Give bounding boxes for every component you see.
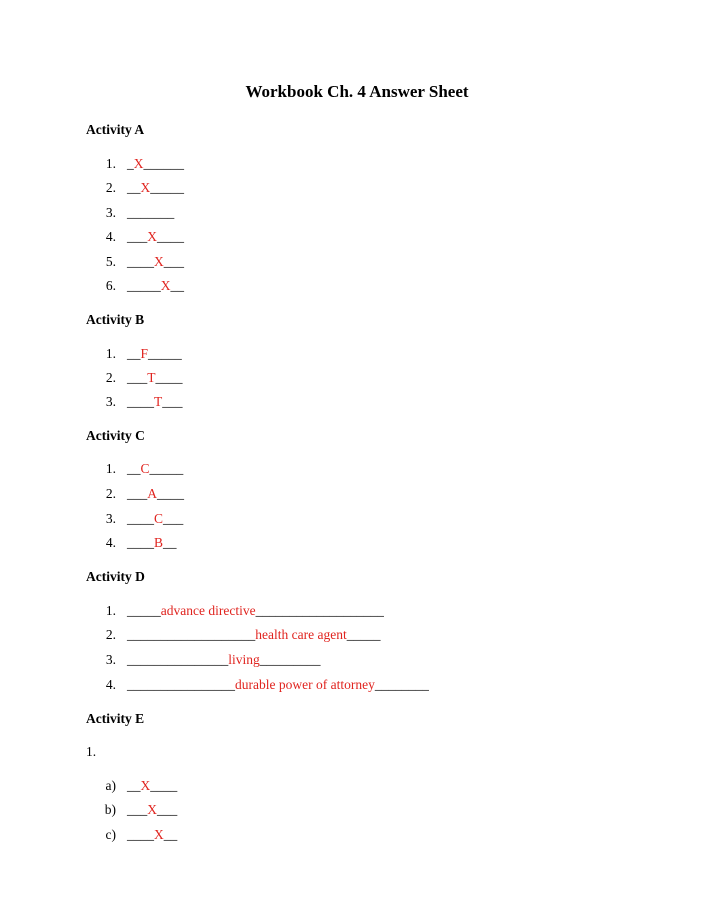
activity-e-heading: Activity E xyxy=(86,711,145,726)
answer-line: ___A____ xyxy=(127,486,184,501)
activity-a-heading: Activity A xyxy=(86,122,145,137)
item-number: 2. xyxy=(105,627,116,642)
answer-text: X xyxy=(147,229,157,244)
answer-text: X xyxy=(140,180,151,195)
item-number: 2. xyxy=(105,180,116,195)
answer-text: F xyxy=(140,346,149,361)
answer-line: ____B__ xyxy=(127,535,177,550)
item-number: 3. xyxy=(105,652,116,667)
answer-line: ____X__ xyxy=(127,827,178,842)
item-number: 6. xyxy=(105,278,116,293)
item-number: 5. xyxy=(105,254,116,269)
answer-line: ___________________health care agent_____ xyxy=(127,627,381,642)
item-number: 1. xyxy=(105,461,116,476)
answer-text: X xyxy=(154,827,164,842)
answer-text: B xyxy=(154,535,164,550)
answer-line: __X____ xyxy=(127,778,178,793)
answer-text: living xyxy=(228,652,260,667)
answer-text: T xyxy=(147,370,156,385)
item-number: 3. xyxy=(105,394,116,409)
answer-line: _____advance directive___________________ xyxy=(127,603,384,618)
answer-text: T xyxy=(154,394,163,409)
answer-line: ___T____ xyxy=(127,370,183,385)
answer-line: ____C___ xyxy=(127,511,184,526)
item-number: 3. xyxy=(105,511,116,526)
item-number: 1. xyxy=(105,603,116,618)
answer-line: _______________living_________ xyxy=(127,652,321,667)
answer-line: ________________durable power of attorney________ xyxy=(127,677,429,692)
answer-text: durable power of attorney xyxy=(235,677,375,692)
item-number: 4. xyxy=(105,229,116,244)
item-number: a) xyxy=(105,778,116,793)
item-number: 3. xyxy=(105,205,116,220)
answer-text: X xyxy=(133,156,144,171)
answer-text: X xyxy=(147,802,157,817)
item-number: 2. xyxy=(105,486,116,501)
item-number: b) xyxy=(104,802,116,817)
item-number: 1. xyxy=(105,346,116,361)
answer-text: C xyxy=(154,511,164,526)
answer-line: ____X___ xyxy=(127,254,184,269)
answer-text: X xyxy=(140,778,151,793)
answer-text: X xyxy=(154,254,164,269)
answer-line: ___X___ xyxy=(127,802,178,817)
answer-text: health care agent xyxy=(255,627,347,642)
activity-b-heading: Activity B xyxy=(86,312,145,327)
answer-line: _____X__ xyxy=(127,278,184,293)
answer-line: __C_____ xyxy=(127,461,184,476)
answer-text: A xyxy=(147,486,157,501)
answer-text: C xyxy=(140,461,150,476)
item-number: 2. xyxy=(105,370,116,385)
answer-line: __F_____ xyxy=(127,346,182,361)
item-number: c) xyxy=(105,827,116,842)
activity-d-heading: Activity D xyxy=(86,569,145,584)
answer-line: __X_____ xyxy=(127,180,184,195)
item-number: 1. xyxy=(105,156,116,171)
item-number: 4. xyxy=(105,535,116,550)
page-title: Workbook Ch. 4 Answer Sheet xyxy=(245,82,469,101)
item-number: 4. xyxy=(105,677,116,692)
answer-line: ____T___ xyxy=(127,394,183,409)
activity-c-heading: Activity C xyxy=(86,428,145,443)
answer-line: _______ xyxy=(127,205,175,220)
question-number: 1. xyxy=(86,744,97,759)
answer-text: X xyxy=(160,278,171,293)
answer-line: _X______ xyxy=(127,156,184,171)
answer-text: advance directive xyxy=(160,603,256,618)
answer-line: ___X____ xyxy=(127,229,184,244)
